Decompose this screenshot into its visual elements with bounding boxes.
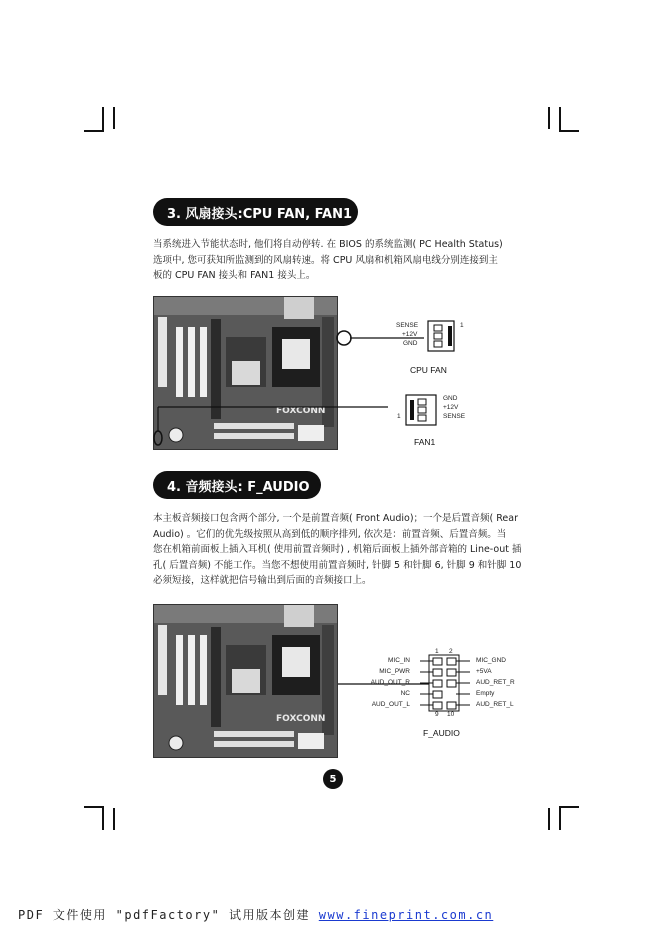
f-audio-right-label: Empty bbox=[476, 690, 495, 697]
footer bbox=[18, 906, 493, 923]
cpu-fan-pin-label: GND bbox=[403, 340, 418, 347]
f-audio-left-label: NC bbox=[400, 690, 410, 697]
board-logo: FOXCONN bbox=[276, 406, 326, 416]
fan-description-line: 板的 CPU FAN 接头和 FAN1 接头上。 bbox=[153, 270, 316, 281]
cpu-fan-pin-label: +12V bbox=[402, 331, 418, 338]
audio-description-line: Audio) 。它们的优先级按照从高到低的顺序排列, 依次是：前置音频、后置音频。当 bbox=[153, 528, 507, 540]
f-audio-left-label: AUD_OUT_L bbox=[371, 701, 410, 708]
cpu-fan-connector bbox=[420, 318, 460, 358]
fan1-caption: FAN1 bbox=[414, 437, 436, 447]
audio-description-line: 孔( 后置音频) 不能工作。当您不想使用前置音频时, 针脚 5 和针脚 6, 针脚 9 和针脚 10 bbox=[153, 559, 522, 571]
f-audio-pin-number: 9 bbox=[435, 711, 439, 718]
footer-link[interactable]: www.fineprint.com.cn bbox=[318, 908, 494, 922]
cpu-fan-caption: CPU FAN bbox=[410, 365, 447, 375]
svg-text:FOXCONN: FOXCONN bbox=[276, 714, 326, 724]
footer-text: PDF 文件使用 "pdfFactory" 试用版本创建 bbox=[18, 908, 319, 922]
section-title-audio: 4. 音频接头: F_AUDIO bbox=[153, 471, 321, 499]
audio-description bbox=[153, 511, 522, 589]
motherboard-image bbox=[153, 604, 338, 758]
fan-description-line: 选项中, 您可获知所监测到的风扇转速。将 CPU 风扇和机箱风扇电线分别连接到主 bbox=[153, 254, 498, 266]
f-audio-left-label: AUD_OUT_R bbox=[370, 679, 410, 686]
fan1-pin-label: GND bbox=[443, 395, 458, 402]
motherboard-drawing bbox=[154, 605, 337, 757]
f-audio-right-label: +5VA bbox=[476, 668, 492, 675]
f-audio-left-label: MIC_IN bbox=[387, 657, 410, 664]
page-number: 5 bbox=[323, 769, 343, 789]
f-audio-caption: F_AUDIO bbox=[423, 728, 460, 738]
cpu-fan-pin-one: 1 bbox=[460, 322, 464, 329]
f-audio-right-label: AUD_RET_L bbox=[476, 701, 514, 708]
f-audio-header bbox=[420, 648, 470, 728]
cpu-fan-pin-label: SENSE bbox=[396, 322, 419, 329]
f-audio-pin-number: 10 bbox=[447, 711, 455, 718]
audio-description-line: 本主板音频接口包含两个部分, 一个是前置音频( Front Audio)；一个是后置音频( Rear bbox=[153, 513, 518, 524]
f-audio-right-label: MIC_GND bbox=[476, 657, 506, 664]
f-audio-pin-number: 1 bbox=[435, 648, 439, 655]
audio-description-line: 必须短接，这样就把信号输出到后面的音频接口上。 bbox=[153, 575, 372, 586]
f-audio-pin-number: 2 bbox=[449, 648, 453, 655]
fan1-pin-label: +12V bbox=[443, 404, 459, 411]
fan-description-line: 当系统进入节能状态时, 他们将自动停转. 在 BIOS 的系统监测( PC Health Status) bbox=[153, 239, 503, 250]
f-audio-left-label: MIC_PWR bbox=[379, 668, 410, 675]
audio-description-line: 您在机箱前面板上插入耳机( 使用前置音频时) , 机箱后面板上插外部音箱的 Line-out 插 bbox=[153, 544, 522, 555]
fan1-pin-one: 1 bbox=[397, 413, 401, 420]
fan1-connector bbox=[398, 392, 444, 432]
fan1-pin-label: SENSE bbox=[443, 413, 466, 420]
f-audio-right-label: AUD_RET_R bbox=[476, 679, 515, 686]
section-title-fan: 3. 风扇接头:CPU FAN, FAN1 bbox=[153, 198, 358, 226]
